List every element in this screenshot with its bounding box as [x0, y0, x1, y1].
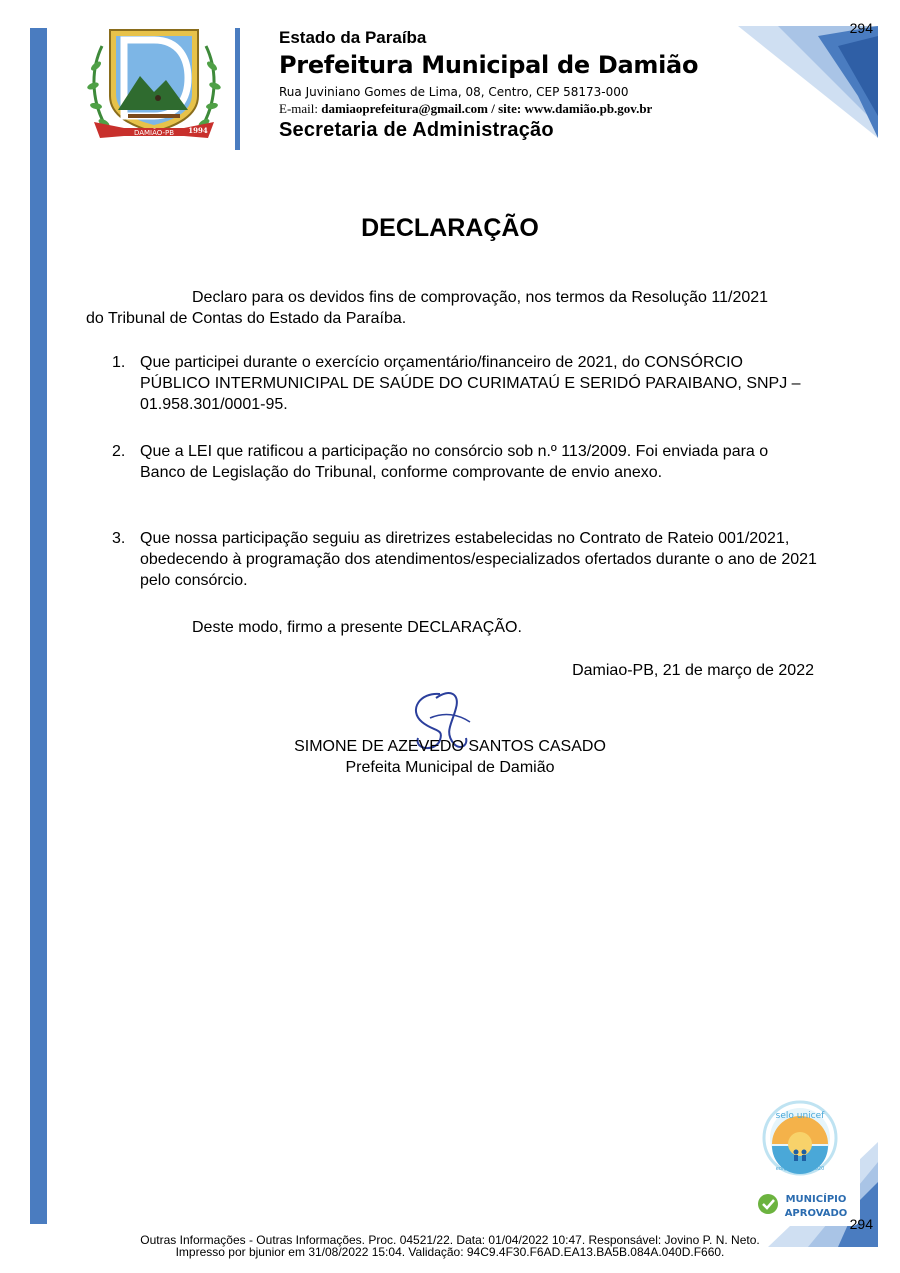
department-name: Secretaria de Administração — [279, 119, 554, 141]
site-label: / site: — [488, 101, 525, 116]
intro-line-1: Declaro para os devidos fins de comprovação, nos termos da Resolução 11/2021 — [192, 289, 769, 306]
signer-name: SIMONE DE AZEVEDO SANTOS CASADO — [294, 738, 606, 755]
seal-arc-text: selo unicef — [775, 1111, 825, 1121]
list-item-text: Que participei durante o exercício orçamentário/financeiro de 2021, do CONSÓRCIO PÚBLICO INTERMUNICIPAL DE SAÚDE DO CURIMATAÚ E SERIDÓ PARAIBANO, SNPJ – 01.958.301/0001-95. — [140, 354, 801, 413]
email-label: E-mail: — [279, 101, 322, 116]
contact-line — [279, 101, 652, 117]
website-address: www.damião.pb.gov.br — [524, 101, 653, 116]
crest-year-text: 1994 — [188, 126, 208, 135]
list-item-number: 3. — [112, 530, 126, 547]
intro-paragraph — [86, 287, 806, 329]
unicef-seal-badge — [750, 1094, 860, 1226]
signer-role: Prefeita Municipal de Damião — [345, 759, 555, 776]
list-item — [112, 352, 817, 415]
state-name: Estado da Paraíba — [279, 28, 427, 47]
seal-edition-text: edição 2017 - 2020 — [775, 1166, 825, 1172]
footer-info-line-1: Outras Informações - Outras Informações. Proc. 04521/22. Data: 01/04/2022 10:47. Responsável: Jovino P. N. Neto. — [140, 1233, 760, 1247]
footer-info-line-2: Impresso por bjunior em 31/08/2022 15:04. Validação: 94C9.4F30.F6AD.EA13.BA5B.084A.040D.F660. — [175, 1245, 725, 1259]
document-title: DECLARAÇÃO — [361, 214, 539, 242]
crest-ribbon-text: DAMIÃO-PB — [133, 129, 175, 137]
list-item-text: Que a LEI que ratificou a participação no consórcio sob n.º 113/2009. Foi enviada para o Banco de Legislação do Tribunal, conforme comprovante de envio anexo. — [140, 443, 769, 481]
place-and-date: Damiao-PB, 21 de março de 2022 — [572, 662, 814, 679]
list-item-number: 2. — [112, 443, 126, 460]
page-number-bottom: 294 — [849, 1216, 873, 1232]
city-hall-name: Prefeitura Municipal de Damião — [279, 51, 699, 79]
list-item — [112, 528, 817, 591]
intro-line-2: do Tribunal de Contas do Estado da Paraíba. — [86, 310, 407, 327]
header-divider — [235, 28, 240, 150]
left-decorative-bar — [30, 28, 47, 1224]
email-address: damiaoprefeitura@gmail.com — [321, 101, 488, 116]
closing-sentence: Deste modo, firmo a presente DECLARAÇÃO. — [192, 619, 522, 636]
seal-line-1: MUNICÍPIO — [785, 1194, 847, 1205]
address-line: Rua Juviniano Gomes de Lima, 08, Centro, CEP 58173-000 — [279, 85, 629, 99]
list-item — [112, 441, 817, 483]
seal-line-2: APROVADO — [784, 1208, 848, 1219]
list-item-text: Que nossa participação seguiu as diretrizes estabelecidas no Contrato de Rateio 001/2021, obedecendo à programação dos atendimentos/especializados ofertados durante o ano de 2021 pelo consórcio. — [140, 530, 817, 589]
list-item-number: 1. — [112, 354, 126, 371]
municipal-crest-logo — [84, 26, 224, 148]
top-corner-decoration — [738, 26, 878, 138]
page-number-top: 294 — [849, 20, 873, 36]
